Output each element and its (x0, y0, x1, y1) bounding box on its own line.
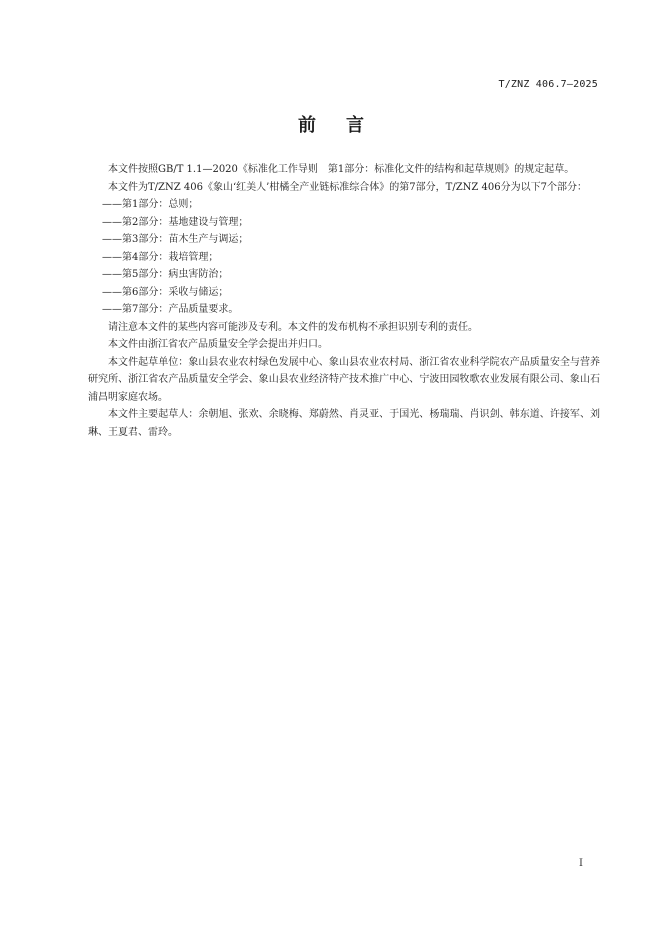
list-item: ——第2部分：基地建设与管理； (102, 216, 249, 228)
page-number: I (579, 858, 583, 869)
list-item: ——第7部分：产品质量要求。 (102, 304, 239, 315)
paragraph-drafting-rules: 本文件按照GB/T 1.1—2020《标准化工作导则 第1部分：标准化文件的结构和起草规则》的规定起草。 (108, 164, 575, 175)
paragraph-drafters: 本文件主要起草人：余朝旭、张欢、余晓梅、郑蔚然、肖灵亚、于国光、杨瑞瑞、肖识剑、韩东道、许接军、刘琳、王夏君、雷玲。 (88, 409, 600, 438)
document-code: T/ZNZ 406.7—2025 (498, 79, 598, 90)
page-title: 前言 (298, 115, 394, 136)
list-item: ——第3部分：苗木生产与调运； (102, 234, 249, 245)
list-item: ——第6部分：采收与储运； (102, 286, 229, 298)
document-body (88, 161, 600, 441)
paragraph-patent-notice: 请注意本文件的某些内容可能涉及专利。本文件的发布机构不承担识别专利的责任。 (108, 321, 478, 333)
paragraph-drafting-units: 本文件起草单位：象山县农业农村绿色发展中心、象山县农业农村局、浙江省农业科学院农产品质量安全与营养研究所、浙江省农产品质量安全学会、象山县农业经济特产技术推广中心、宁波田园牧歌农业发展有限公司、象山石浦昌明家庭农场。 (88, 356, 600, 403)
paragraph-proposer: 本文件由浙江省农产品质量安全学会提出并归口。 (108, 339, 328, 350)
list-item: ——第4部分：栽培管理； (102, 251, 219, 263)
list-item: ——第1部分：总则； (102, 199, 199, 210)
list-item: ——第5部分：病虫害防治； (102, 269, 229, 280)
paragraph-series-intro: 本文件为T/ZNZ 406《象山‘红美人’柑橘全产业链标准综合体》的第7部分，T/ZNZ 406分为以下7个部分： (108, 181, 587, 193)
